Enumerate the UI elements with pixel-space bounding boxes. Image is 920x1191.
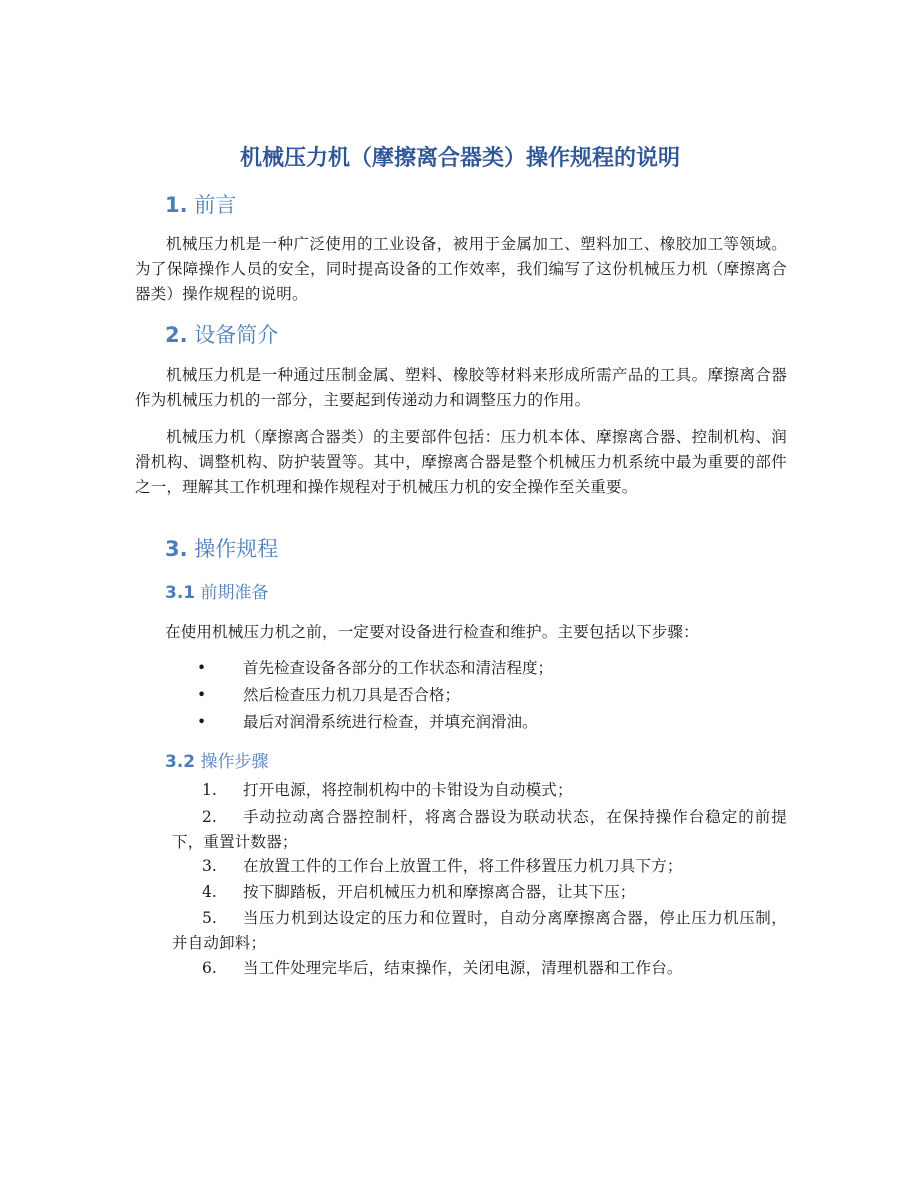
step-text: 当工件处理完毕后，结束操作，关闭电源，清理机器和工作台。 (243, 959, 683, 977)
step-item (172, 778, 787, 803)
step-text: 在放置工件的工作台上放置工件，将工件移置压力机刀具下方； (243, 857, 683, 875)
equipment-intro-paragraph-1: 机械压力机是一种通过压制金属、塑料、橡胶等材料来形成所需产品的工具。摩擦离合器作为机械压力机的一部分，主要起到传递动力和调整压力的作用。 (135, 366, 787, 409)
step-item (172, 880, 787, 905)
subsection-number: 3.2 (165, 752, 196, 772)
step-item (172, 805, 787, 855)
section-heading-text: 操作规程 (194, 537, 279, 561)
subsection-heading-text: 前期准备 (200, 583, 269, 603)
step-text: 当压力机到达设定的压力和位置时，自动分离摩擦离合器，停止压力机压制，并自动卸料； (172, 909, 787, 952)
step-text: 打开电源，将控制机构中的卡钳设为自动模式； (243, 781, 573, 799)
section-number: 1. (165, 193, 188, 217)
equipment-intro-paragraph-2: 机械压力机（摩擦离合器类）的主要部件包括：压力机本体、摩擦离合器、控制机构、润滑机构、调整机构、防护装置等。其中，摩擦离合器是整个机械压力机系统中最为重要的部件之一，理解其工作机理和操作规程对于机械压力机的安全操作至关重要。 (135, 428, 787, 496)
section-number: 2. (165, 323, 188, 347)
section-number: 3. (165, 537, 188, 561)
bullet-icon: • (197, 686, 207, 704)
preparation-intro: 在使用机械压力机之前，一定要对设备进行检查和维护。主要包括以下步骤： (165, 623, 699, 641)
list-item-text: 最后对润滑系统进行检查，并填充润滑油。 (243, 713, 538, 731)
page-title: 机械压力机（摩擦离合器类）操作规程的说明 (239, 146, 680, 171)
section-heading-text: 设备简介 (194, 323, 279, 347)
section-heading-text: 前言 (194, 193, 237, 217)
step-number: 2. (202, 808, 217, 826)
subsection-number: 3.1 (165, 583, 196, 603)
step-item (172, 956, 787, 981)
step-number: 4. (202, 883, 217, 901)
step-text: 按下脚踏板，开启机械压力机和摩擦离合器，让其下压； (243, 883, 636, 901)
subsection-heading-text: 操作步骤 (200, 752, 269, 772)
list-item-text: 首先检查设备各部分的工作状态和清洁程度； (243, 659, 554, 677)
bullet-icon: • (197, 713, 207, 731)
step-number: 6. (202, 959, 217, 977)
section-heading-operating-rules (165, 534, 278, 564)
step-item (172, 854, 787, 879)
step-number: 1. (202, 781, 217, 799)
section-heading-preface (165, 190, 236, 220)
subsection-heading-procedure (165, 749, 269, 775)
section-heading-equipment-intro (165, 320, 278, 350)
step-number: 3. (202, 857, 217, 875)
preface-paragraph: 机械压力机是一种广泛使用的工业设备，被用于金属加工、塑料加工、橡胶加工等领域。为了保障操作人员的安全，同时提高设备的工作效率，我们编写了这份机械压力机（摩擦离合器类）操作规程的说明。 (135, 235, 787, 303)
subsection-heading-preparation (165, 580, 269, 606)
step-item (172, 906, 787, 956)
bullet-icon: • (197, 659, 207, 677)
step-text: 手动拉动离合器控制杆，将离合器设为联动状态，在保持操作台稳定的前提下，重置计数器； (172, 808, 787, 851)
list-item-text: 然后检查压力机刀具是否合格； (243, 686, 461, 704)
step-number: 5. (202, 909, 217, 927)
